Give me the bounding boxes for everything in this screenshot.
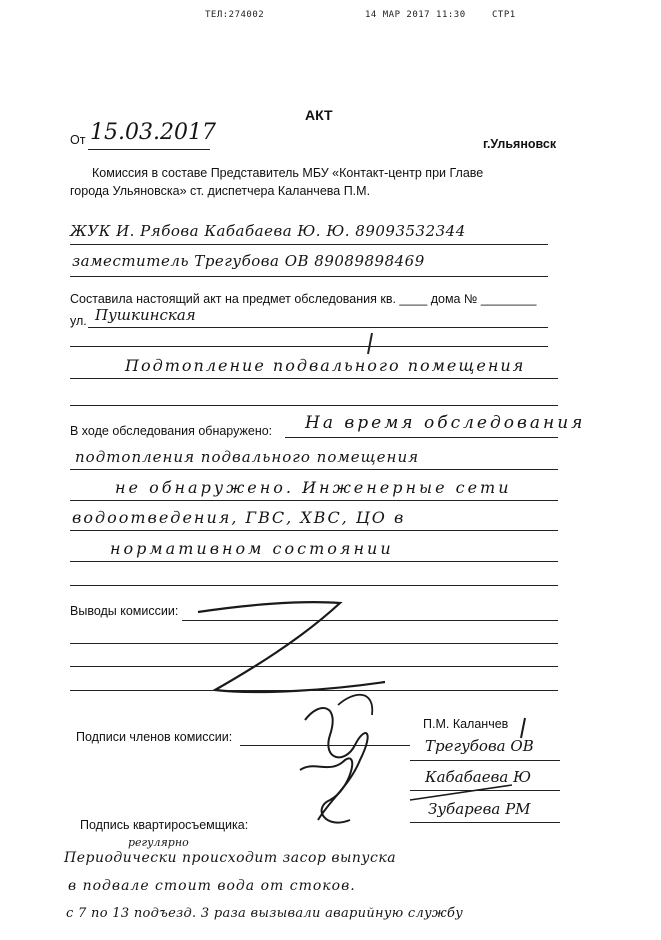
handwritten-members-2: заместитель Трегубова ОВ 89089898469 <box>72 252 425 270</box>
rule-street <box>88 327 548 328</box>
street-label: ул. <box>70 314 87 328</box>
signature-scribble-3 <box>338 695 372 715</box>
signature-name-2: Трегубова ОВ <box>425 737 534 755</box>
handwritten-members-1: ЖУК И. Рябова Кабабаева Ю. Ю. 89093532344 <box>70 222 466 240</box>
rule-conclusions-3 <box>70 666 558 667</box>
signature-scribble-2 <box>300 758 352 822</box>
commission-line-2: города Ульяновска» ст. диспетчера Каланчева П.М. <box>70 184 371 198</box>
rule-signature-1 <box>240 745 410 746</box>
findings-label: В ходе обследования обнаружено: <box>70 424 273 438</box>
tenant-label: Подпись квартиросъемщика: <box>80 818 249 832</box>
rule-findings-3 <box>70 500 558 501</box>
findings-line-5: нормативном состоянии <box>110 539 394 558</box>
fax-tel: ТЕЛ:274002 <box>205 10 265 20</box>
signature-name-1: П.М. Каланчев <box>423 717 509 731</box>
rule-conclusions-2 <box>70 643 558 644</box>
rule-conclusions-1 <box>182 620 558 621</box>
rule-findings-2 <box>70 469 558 470</box>
date-prefix: От <box>70 133 86 147</box>
rule-findings-5 <box>70 561 558 562</box>
findings-line-2: подтопления подвального помещения <box>75 448 420 466</box>
handwritten-date: 15.03.2017 <box>90 120 216 145</box>
findings-line-4: водоотведения, ГВС, ХВС, ЦО в <box>72 508 406 527</box>
tenant-note-1: Периодически происходит засор выпуска <box>64 850 397 866</box>
fax-page: СТР1 <box>492 10 516 20</box>
tick-mark <box>368 333 372 354</box>
rule-findings-1 <box>285 437 558 438</box>
findings-line-3: не обнаружено. Инженерные сети <box>115 478 512 497</box>
survey-line: Составила настоящий акт на предмет обследования кв. ____ дома № ________ <box>70 292 537 306</box>
signature-name-4: Зубарева РМ <box>428 800 531 818</box>
rule-blank-1 <box>70 346 548 347</box>
findings-line-1: На время обследования <box>305 413 586 433</box>
commission-line-1: Комиссия в составе Представитель МБУ «Контакт-центр при Главе <box>92 166 484 180</box>
rule-members-1 <box>70 244 548 245</box>
rule-conclusions-4 <box>70 690 558 691</box>
tenant-insert: регулярно <box>128 836 189 849</box>
tenant-note-2: в подвале стоит вода от стоков. <box>68 878 356 894</box>
conclusions-z-stroke <box>198 602 385 692</box>
date-rule <box>88 149 210 150</box>
signatures-label: Подписи членов комиссии: <box>76 730 233 744</box>
signature-underline <box>410 785 512 800</box>
city: г.Ульяновск <box>483 137 557 151</box>
document-title: АКТ <box>305 107 333 123</box>
rule-signature-2 <box>410 760 560 761</box>
rule-blank-3 <box>70 585 558 586</box>
rule-signature-4 <box>410 822 560 823</box>
conclusions-label: Выводы комиссии: <box>70 604 179 618</box>
fax-datetime: 14 МАР 2017 11:30 <box>365 10 466 20</box>
street-value: Пушкинская <box>95 306 196 324</box>
signature-name-3: Кабабаева Ю <box>425 768 531 786</box>
signature-scribble-1 <box>305 708 368 820</box>
rule-blank-2 <box>70 405 558 406</box>
rule-subject <box>70 378 558 379</box>
rule-members-2 <box>70 276 548 277</box>
signature-slash <box>521 718 525 738</box>
rule-findings-4 <box>70 530 558 531</box>
handwritten-subject: Подтопление подвального помещения <box>125 356 526 375</box>
rule-signature-3 <box>410 790 560 791</box>
tenant-note-3: с 7 по 13 подъезд. 3 раза вызывали аварийную службу <box>66 906 464 921</box>
